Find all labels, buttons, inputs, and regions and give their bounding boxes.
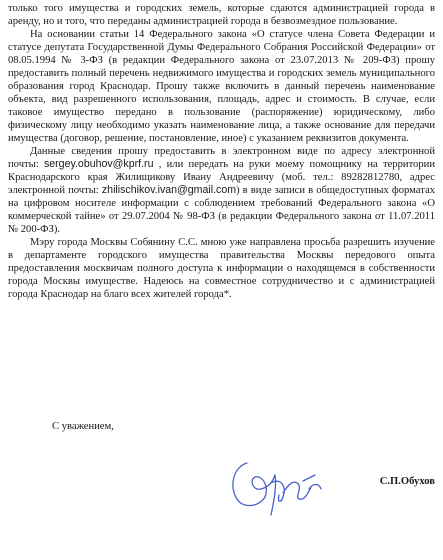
paragraph-intro: только того имущества и городских земель, которые сдаются администрацией города в аренду, но и того, что переданы администрацией города в безвозмездное пользование. (8, 3, 435, 27)
signer-name: С.П.Обухов (379, 476, 435, 487)
delivery-text-2: , или передать на руки моему помощнику на территории Краснодарского края Жилищикову Ивану Андреевичу (моб. тел.: 89282812780, адрес электронной почты: (8, 159, 435, 196)
closing-phrase: С уважением, (52, 421, 114, 432)
delivery-text-3: ) в виде записи в общедоступных форматах на цифровом носителе информации с соблюдением требований Федерального закона «О коммерческой тайне» от 29.07.2004 № 98-ФЗ (в редакции Федерального закона от 11.07.2011 № 200-ФЗ). (8, 185, 435, 235)
email-obuhov: sergey.obuhov@kprf.ru (43, 158, 154, 170)
handwritten-signature (225, 453, 337, 523)
paragraph-moscow: Мэру города Москвы Собянину С.С. мною уже направлена просьба разрешить изучение в департаменте городского имущества правительства Москвы передового опыта предоставления москвичам полного доступа к информации о находящемся в собственности города Москвы имуществе. Надеюсь на совместное сотрудничество и с администрацией города Краснодар на благо всех жителей города*. (8, 237, 435, 300)
delivery-text-1: Данные сведения прошу предоставить в электронном виде по адресу электронной почты: (8, 146, 435, 170)
paragraph-delivery (8, 145, 435, 236)
paragraph-request: На основании статьи 14 Федерального закона «О статусе члена Совета Федерации и статусе депутата Государственной Думы Федерального Собрания Российской Федерации» от 08.05.1994 № 3-ФЗ (в редакции Федерального закона от 23.07.2013 № 209-ФЗ) прошу предоставить полный перечень недвижимого имущества и городских земель муниципального образования город Краснодар. Прошу также включить в данный перечень наименование объекта, вид разрешенного использования, площадь, адрес и стоимость. В случае, если таковое имущество передано в пользование (распоряжение) юридическому, либо физическому лицу необходимо указать наименование лица, а также основание для передачи имущества (договор, решение, постановление, иное) с указанием реквизитов документа. (8, 29, 435, 144)
email-zhilischikov: zhilischikov.ivan@gmail.com (101, 184, 237, 196)
